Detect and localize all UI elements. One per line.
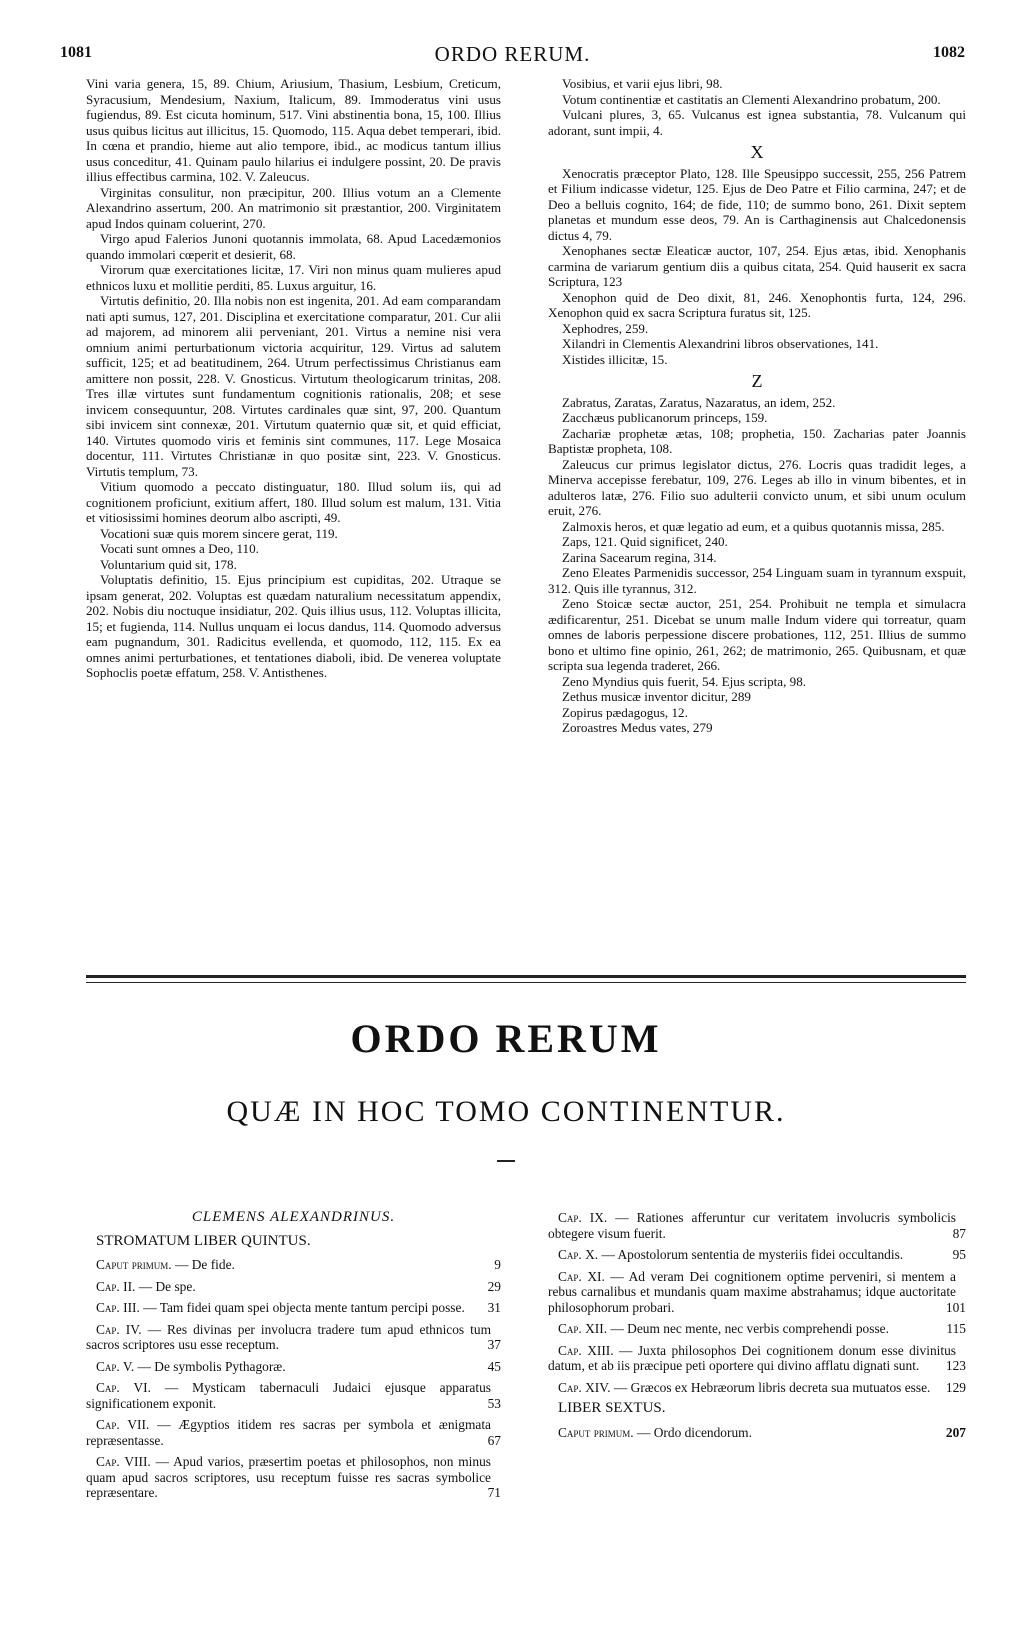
toc-chapter-label: Cap. VIII.	[96, 1454, 151, 1469]
toc-page-number: 45	[487, 1358, 501, 1374]
index-entry: Voluptatis definitio, 15. Ejus principium est cupiditas, 202. Utraque se ipsam generat, 202. Voluptas est quædam naturalium necessitatum appendix, 202. Nobis diu noctuque insidiatur, 202. Quis illius usus, 112. Voluptas illicita, 15; et fugienda, 114. Nullus unquam ei locus dandus, 114. Quomodo adversus eam pugnandum, 301. Radicitus evellenda, et quomodo, 112, 115. Ex ea omnes animi perturbationes, et tentationes diaboli, ibid. De venerea voluptate Sophoclis poetæ effatum, 258. V. Antisthenes.	[86, 572, 501, 680]
index-entry: Xenophon quid de Deo dixit, 81, 246. Xenophontis furta, 124, 296. Xenophon quid ex sacra Scriptura furatus sit, 125.	[548, 289, 966, 320]
letter-heading-z: Z	[751, 371, 763, 391]
toc-entry	[86, 1417, 501, 1448]
toc-page-number: 95	[952, 1247, 966, 1262]
index-entry: Virgo apud Falerios Junoni quotannis immolata, 68. Apud Lacedæmonios quando immolari cœperit et desierit, 68.	[86, 231, 501, 262]
toc-entry	[86, 1454, 501, 1501]
index-entry: Vulcani plures, 3, 65. Vulcanus est ignea substantia, 78. Vulcanum qui adorant, sunt impii, 4.	[548, 107, 966, 138]
index-entry: Zeno Stoicæ sectæ auctor, 251, 254. Prohibuit ne templa et simulacra ædificarentur, 251. Dicebat se unum malle Indum videre qui torreatur, quam omnes de laboris perpessione discere probationes, 112, 251. Illius de summo bono et ultimo fine opinio, 261, 262; de matrimonio, 265. Quibusnam, et quæ scripta sua legenda traderet, 266.	[548, 596, 966, 673]
index-entry: Xenocratis præceptor Plato, 128. Ille Speusippo successit, 255, 256 Patrem et Filium indicasse videtur, 125. Ejus de Deo Patre et Filio carmina, 247; et de Deo a belluis cognito, 164; de fide, 110; de summo bono, 261. Dixit septem planetas et mundum esse deos, 79. An is Carthaginensis aut Chalcedonensis dictus 4, 79.	[548, 165, 966, 243]
toc-chapter-label: Cap. VII.	[96, 1417, 150, 1432]
index-column-right	[548, 76, 966, 936]
toc-chapter-title: — Tam fidei quam spei objecta mente tantum percipi posse.	[143, 1300, 465, 1315]
index-entry: Xephodres, 259.	[562, 320, 649, 336]
toc-chapter-label: Cap. X.	[558, 1247, 599, 1262]
toc-entry	[548, 1425, 966, 1441]
toc-entry	[86, 1257, 501, 1273]
toc-chapter-title: — Apostolorum sententia de mysteriis fidei occultandis.	[601, 1247, 904, 1262]
toc-chapter-label: Cap. II.	[96, 1278, 136, 1294]
index-entry: Virginitas consulitur, non præcipitur, 200. Illius votum an a Clemente Alexandrino assertum, 200. An matrimonio sit præstantior, 200. Virginitatem apud Indos quinam coluerint, 270.	[86, 184, 501, 231]
toc-entry	[548, 1343, 966, 1374]
toc-chapter-title: — De symbolis Pythagoræ.	[137, 1358, 286, 1374]
toc-chapter-label: Cap. XII.	[558, 1321, 608, 1336]
toc-chapter-title: — De spe.	[138, 1278, 196, 1294]
toc-chapter-label: Cap. IX.	[558, 1210, 608, 1225]
index-entry: Zeno Eleates Parmenidis successor, 254 Linguam suam in tyrannum exspuit, 312. Quis ille tyrannus, 312.	[548, 565, 966, 596]
title-dash	[497, 1160, 515, 1162]
toc-chapter-title: — Mysticam tabernaculi Judaici ejusque apparatus significationem exponit.	[86, 1380, 491, 1411]
index-entry: Zarina Sacearum regina, 314.	[562, 549, 717, 565]
toc-page-number: 53	[487, 1395, 501, 1411]
index-entry: Zethus musicæ inventor dicitur, 289	[562, 689, 751, 704]
index-entry: Zaleucus cur primus legislator dictus, 276. Locris quas tradidit leges, a Minerva accepisse ferebatur, 109, 276. Leges ab illo in vinum bibentes, et in adulteros latæ, 276. Filio suo adulterii convicto unum, et sibi unum oculum eruit, 276.	[548, 456, 966, 518]
toc-chapter-label: Cap. IV.	[96, 1321, 142, 1337]
letter-heading-x: X	[750, 142, 764, 162]
index-entry: Zalmoxis heros, et quæ legatio ad eum, et a quibus quotannis missa, 285.	[562, 518, 945, 534]
toc-page-number: 29	[487, 1278, 501, 1294]
index-entry: Vocati sunt omnes a Deo, 110.	[100, 541, 259, 556]
toc-chapter-title: — Rationes afferuntur cur veritatem involucris symbolicis obtegere visum fuerit.	[548, 1210, 957, 1241]
index-column-left	[86, 76, 501, 936]
toc-page-number: 129	[945, 1379, 966, 1395]
toc-chapter-title: — Juxta philosophos Dei cognitionem donum esse divinitus datum, et ab iis præcipue peti oportere qui divino afflatu dignati sunt.	[548, 1342, 956, 1373]
index-entry: Zaps, 121. Quid significet, 240.	[562, 534, 728, 549]
toc-page-number: 37	[487, 1337, 501, 1352]
page-number-left: 1081	[60, 44, 92, 61]
toc-page-number: 31	[487, 1300, 501, 1315]
toc-page-number: 87	[952, 1225, 966, 1241]
section-subtitle: QUÆ IN HOC TOMO CONTINENTUR.	[226, 1095, 786, 1128]
running-header	[60, 40, 965, 70]
index-entry: Xenophanes sectæ Eleaticæ auctor, 107, 254. Ejus ætas, ibid. Xenophanis carmina de variarum gentium diis a quibus citata, 254. Quid hauserit ex sacra Scriptura, 123	[548, 243, 966, 289]
toc-entry	[548, 1247, 966, 1263]
toc-entry	[548, 1321, 966, 1337]
toc-chapter-title: — Ad veram Dei cognitionem optime perveniri, si mentem a rebus carnalibus et mundanis quam maxime abstrahamus; idque auctoritate philosophorum probari.	[548, 1268, 956, 1315]
toc-chapter-label: Caput primum.	[558, 1424, 634, 1440]
toc-page-number: 67	[487, 1432, 501, 1448]
toc-entry	[86, 1380, 501, 1411]
index-entry: Votum continentiæ et castitatis an Clementi Alexandrino probatum, 200.	[562, 91, 941, 107]
section-title: ORDO RERUM	[350, 1016, 662, 1061]
toc-book-heading: LIBER SEXTUS.	[558, 1400, 666, 1416]
index-entry: Xistides illicitæ, 15.	[562, 351, 668, 367]
page-number-right: 1082	[933, 44, 965, 61]
index-entry: Zacchæus publicanorum princeps, 159.	[562, 410, 768, 425]
toc-column-left	[86, 1210, 501, 1507]
toc-author: CLEMENS ALEXANDRINUS.	[191, 1209, 396, 1225]
toc-page-number: 71	[487, 1485, 501, 1500]
toc-chapter-label: Cap. XI.	[558, 1268, 605, 1284]
index-entry: Vini varia genera, 15, 89. Chium, Ariusium, Thasium, Lesbium, Creticum, Syracusium, Mendesium, Naxium, Italicum, 89. Immoderatus vini usus fugiendus, 89. Est cicuta hominum, 517. Vini abstinentia bona, 15, 100. Illius usus quibus licitus aut illicitus, 15. Quomodo, 115. Aqua debet temperari, ibid. In cœna et prandio, hieme aut alio tempore, ibid., ac modicus tantum illius usus conceditur, 41. Quinam paulo hilarius ei indulgere possint, 20. De pravis illius effectibus carmina, 102. V. Zaleucus.	[86, 76, 501, 184]
toc-chapter-title: — De fide.	[175, 1257, 235, 1272]
index-entry: Zoroastres Medus vates, 279	[562, 720, 713, 735]
toc-page-number: 9	[494, 1257, 501, 1272]
toc-entry	[86, 1322, 501, 1353]
index-entry: Virtutis definitio, 20. Illa nobis non est ingenita, 201. Ad eam comparandam nati apti sumus, 127, 201. Disciplina et exercitatione comparatur, 201. Cur alii ad majorem, ad minorem alii perveniant, 201. Virtus a nemine nisi vera omnium animi perturbationum victoria acquiritur, 129. Virtus ad salutem sufficit, 125; et ad beatitudinem, 264. Utrum perfectissimus Christianus eam amittere non possit, 228. V. Gnosticus. Virtutum theologicarum trinitas, 208. Tres illæ virtutes sunt fundamentum cognitionis rationalis, 208; et sese invicem consequuntur, 208. Virtutes cardinales quæ sint, 97, 200. Quantum sibi invicem sint connexæ, 201. Virtutum quaternio quæ sit, et quid efficiat, 140. Virtutes quomodo viris et feminis sint communes, 117. Lege Mosaica docentur, 111. Virtutes Christianæ in quo positæ sint, 223. V. Gnosticus. Virtutis templum, 73.	[86, 293, 501, 479]
section-divider-rule	[86, 975, 966, 983]
toc-entry	[548, 1210, 966, 1241]
index-entry: Zopirus pædagogus, 12.	[562, 704, 688, 720]
toc-column-right	[548, 1210, 966, 1446]
toc-chapter-title: — Ordo dicendorum.	[637, 1424, 752, 1440]
running-title: ORDO RERUM.	[434, 42, 591, 66]
index-entry: Vocationi suæ quis morem sincere gerat, 119.	[100, 525, 338, 541]
toc-chapter-label: Caput primum.	[96, 1257, 172, 1272]
toc-book-heading: STROMATUM LIBER QUINTUS.	[96, 1232, 311, 1249]
index-entry: Zachariæ prophetæ ætas, 108; prophetia, 150. Zacharias pater Joannis Baptistæ propheta, 108.	[548, 425, 966, 456]
toc-page-number: 115	[946, 1321, 966, 1336]
toc-chapter-label: Cap. VI.	[96, 1380, 151, 1395]
toc-chapter-title: — Apud varios, præsertim poetas et philosophos, non minus quam apud sacros scriptores, usu receptum fuisse res sacras symbolice repræsentare.	[86, 1454, 491, 1500]
toc-entry	[548, 1269, 966, 1316]
toc-chapter-label: Cap. V.	[96, 1358, 135, 1374]
toc-page-number: 207	[945, 1424, 966, 1440]
toc-chapter-label: Cap. XIII.	[558, 1342, 614, 1358]
toc-entry	[86, 1359, 501, 1375]
index-entry: Voluntarium quid sit, 178.	[100, 556, 237, 572]
toc-entry	[86, 1279, 501, 1295]
index-entry: Zabratus, Zaratas, Zaratus, Nazaratus, an idem, 252.	[562, 394, 836, 410]
index-entry: Virorum quæ exercitationes licitæ, 17. Viri non minus quam mulieres apud ethnicos luxu et mollitie perditi, 85. Luxus arguitur, 16.	[86, 262, 501, 293]
index-entry: Zeno Myndius quis fuerit, 54. Ejus scripta, 98.	[562, 673, 807, 689]
toc-page-number: 123	[945, 1358, 966, 1373]
toc-chapter-title: — Græcos ex Hebræorum libris decreta sua mutuatos esse.	[613, 1379, 931, 1395]
toc-chapter-label: Cap. III.	[96, 1300, 140, 1315]
toc-chapter-title: — Ægyptios itidem res sacras per symbola et ænigmata repræsentasse.	[86, 1417, 491, 1448]
index-entry: Vosibius, et varii ejus libri, 98.	[562, 76, 723, 91]
toc-chapter-title: — Res divinas per involucra tradere tum apud ethnicos tum sacros scriptores usu esse receptum.	[86, 1321, 491, 1352]
toc-entry	[548, 1380, 966, 1396]
toc-entry	[86, 1300, 501, 1316]
index-entry: Vitium quomodo a peccato distinguatur, 180. Illud solum iis, qui ad cognitionem proficiunt, exitium affert, 180. Illud solum est malum, 131. Vitia et vitiosissimi homines deorum albo ascripti, 49.	[86, 479, 501, 525]
toc-chapter-label: Cap. XIV.	[558, 1379, 611, 1395]
toc-chapter-title: — Deum nec mente, nec verbis comprehendi posse.	[610, 1321, 889, 1336]
toc-page-number: 101	[945, 1299, 966, 1315]
index-entry: Xilandri in Clementis Alexandrini libros observationes, 141.	[562, 336, 879, 351]
